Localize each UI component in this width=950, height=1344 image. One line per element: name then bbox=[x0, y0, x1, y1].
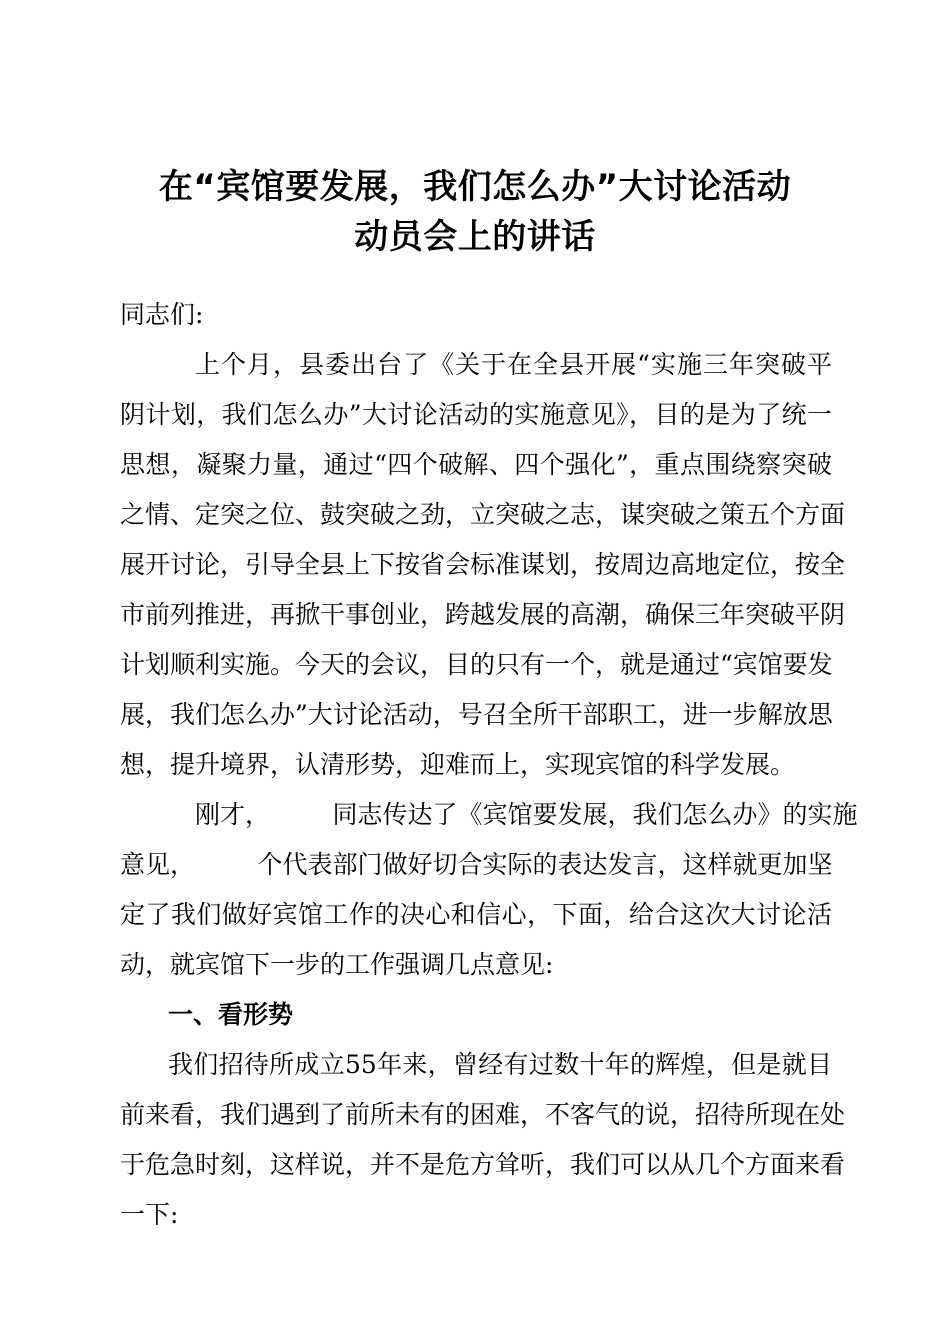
paragraph-2-line: 刚才， 同志传达了《宾馆要发展，我们怎么办》的实施 bbox=[195, 800, 858, 829]
paragraph-1-line: 计划顺利实施。今天的会议，目的只有一个，就是通过“宾馆要发 bbox=[120, 650, 833, 679]
paragraph-3-line: 前来看，我们遇到了前所未有的困难，不客气的说，招待所现在处 bbox=[120, 1100, 846, 1129]
document-body bbox=[120, 290, 858, 1240]
title-line-1: 在“宾馆要发展，我们怎么办”大讨论活动 bbox=[158, 167, 792, 207]
title-line-2: 动员会上的讲话 bbox=[354, 217, 596, 257]
section-heading: 一、看形势 bbox=[168, 1000, 294, 1029]
paragraph-1-line: 展，我们怎么办”大讨论活动，号召全所干部职工，进一步解放思 bbox=[120, 700, 833, 729]
paragraph-1-line: 阴计划，我们怎么办”大讨论活动的实施意见》，目的是为了统一 bbox=[120, 400, 832, 429]
paragraph-2-line: 动，就宾馆下一步的工作强调几点意见: bbox=[120, 950, 554, 979]
document-title bbox=[100, 162, 850, 262]
paragraph-3-line: 我们招待所成立55年来，曾经有过数十年的辉煌，但是就目 bbox=[168, 1050, 832, 1079]
paragraph-1-line: 展开讨论，引导全县上下按省会标准谋划，按周边高地定位，按全 bbox=[120, 550, 846, 579]
paragraph-1-line: 思想，凝聚力量，通过“四个破解、四个强化”，重点围绕察突破 bbox=[120, 450, 832, 479]
paragraph-3-line: 一下: bbox=[120, 1200, 179, 1229]
salutation: 同志们: bbox=[120, 300, 204, 329]
paragraph-2-line: 定了我们做好宾馆工作的决心和信心，下面，给合这次大讨论活 bbox=[120, 900, 832, 929]
paragraph-1-line: 想，提升境界，认清形势，迎难而上，实现宾馆的科学发展。 bbox=[120, 750, 796, 779]
paragraph-1-line: 之情、定突之位、鼓突破之劲，立突破之志，谋突破之策五个方面 bbox=[120, 500, 846, 529]
paragraph-3-line: 于危急时刻，这样说，并不是危方耸听，我们可以从几个方面来看 bbox=[120, 1150, 846, 1179]
paragraph-1-line: 上个月，县委出台了《关于在全县开展“实施三年突破平 bbox=[195, 350, 832, 379]
paragraph-1-line: 市前列推进，再掀干事创业，跨越发展的高潮，确保三年突破平阴 bbox=[120, 600, 846, 629]
paragraph-2-line: 意见， 个代表部门做好切合实际的表达发言，这样就更加坚 bbox=[120, 850, 833, 879]
